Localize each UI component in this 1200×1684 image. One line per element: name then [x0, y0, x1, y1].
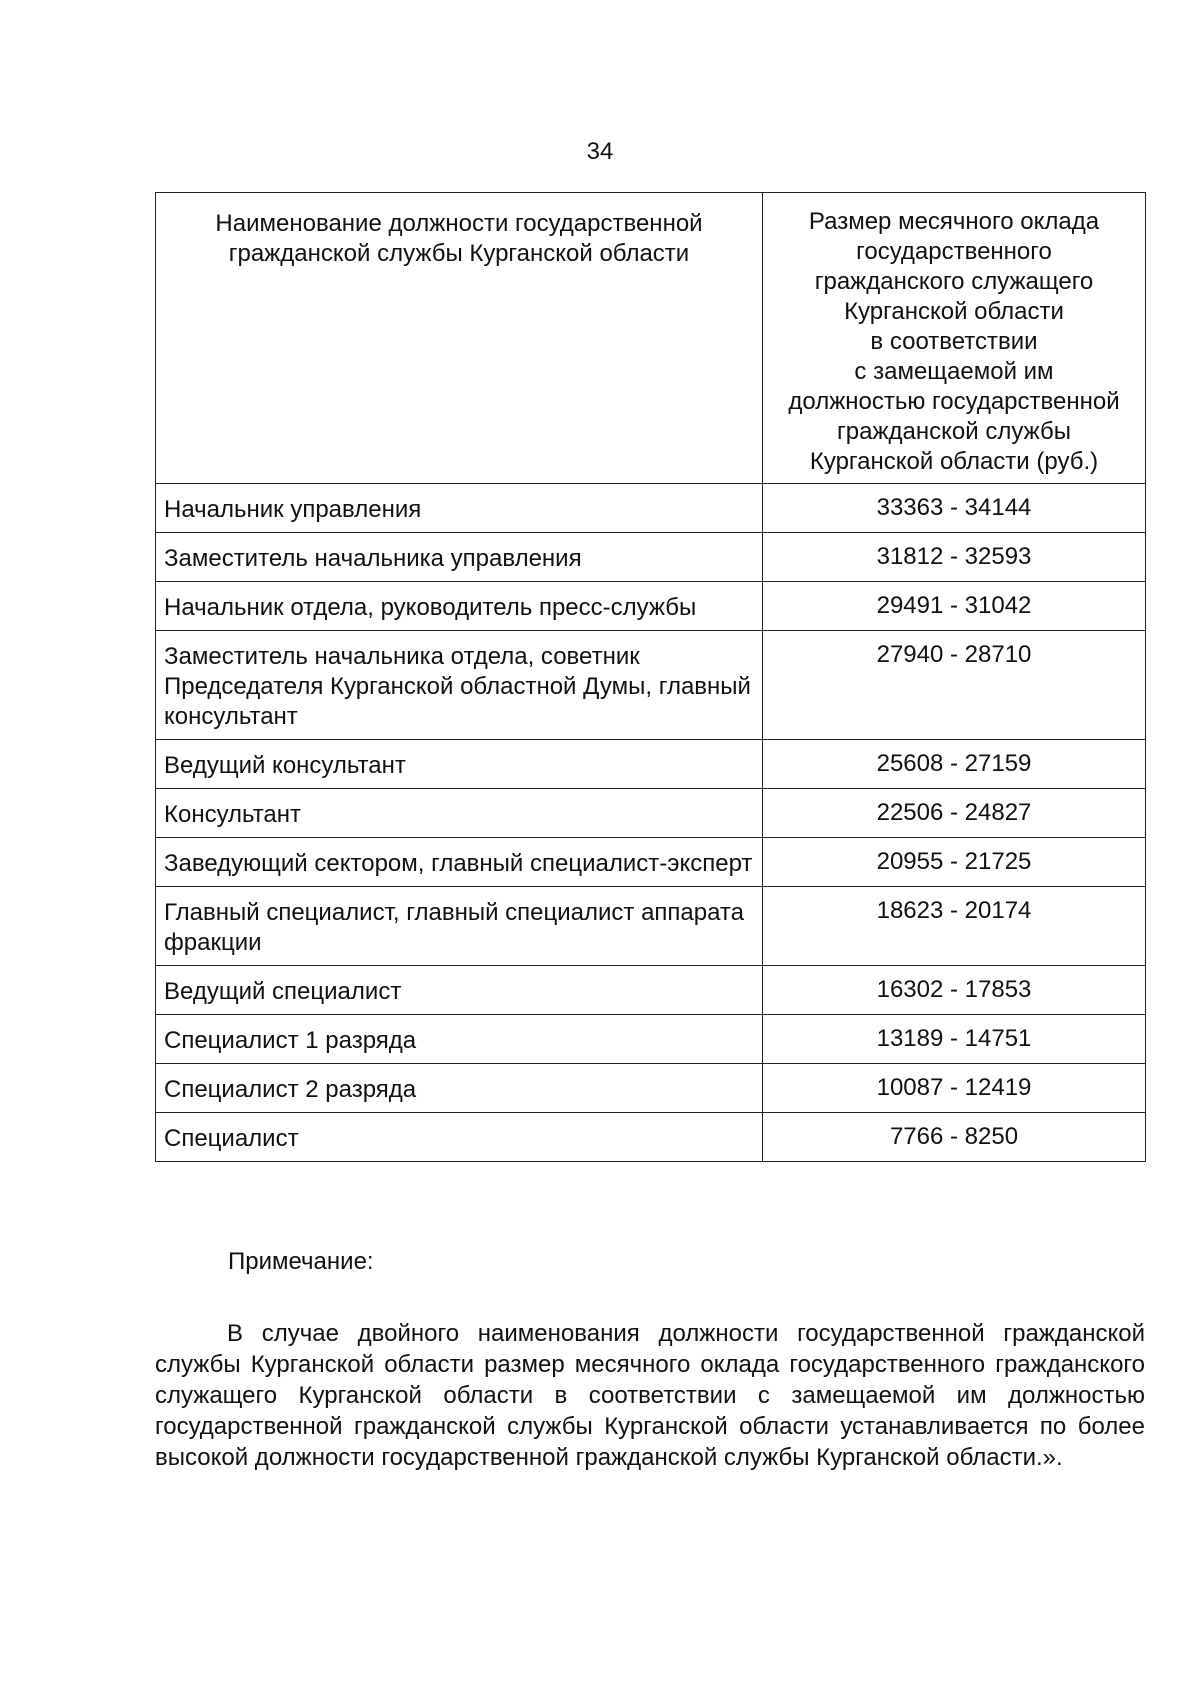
salary-cell: 13189 - 14751: [763, 1015, 1146, 1064]
salary-cell: 31812 - 32593: [763, 533, 1146, 582]
salary-header-line: Размер месячного оклада: [808, 208, 1100, 235]
position-column-header: Наименование должности государственной гражданской службы Курганской области: [156, 193, 763, 484]
table-row: [156, 789, 1146, 838]
salary-column-header: [763, 193, 1146, 484]
table-row: [156, 582, 1146, 631]
table-row: [156, 484, 1146, 533]
position-cell: Специалист 1 разряда: [156, 1015, 763, 1064]
table-row: [156, 740, 1146, 789]
salary-header-line: должностью государственной: [788, 388, 1120, 415]
salary-cell: 27940 - 28710: [763, 631, 1146, 740]
position-cell: Специалист 2 разряда: [156, 1064, 763, 1113]
position-cell: Заместитель начальника управления: [156, 533, 763, 582]
table-row: [156, 966, 1146, 1015]
table-row: [156, 838, 1146, 887]
position-cell: Заведующий сектором, главный специалист-эксперт: [156, 838, 763, 887]
salary-table: [155, 192, 1146, 1162]
salary-cell: 25608 - 27159: [763, 740, 1146, 789]
salary-cell: 7766 - 8250: [763, 1113, 1146, 1162]
position-cell: Начальник управления: [156, 484, 763, 533]
position-cell: Ведущий консультант: [156, 740, 763, 789]
table-header-row: [156, 193, 1146, 484]
table-row: [156, 533, 1146, 582]
position-cell: Ведущий специалист: [156, 966, 763, 1015]
position-cell: Консультант: [156, 789, 763, 838]
page-number: 34: [586, 138, 614, 165]
salary-header-line: с замещаемой им: [854, 358, 1054, 385]
salary-cell: 10087 - 12419: [763, 1064, 1146, 1113]
note-title: Примечание:: [228, 1248, 374, 1275]
position-cell: Начальник отдела, руководитель пресс-службы: [156, 582, 763, 631]
salary-header-line: гражданского служащего: [814, 268, 1094, 295]
position-cell: Заместитель начальника отдела, советник Председателя Курганской областной Думы, главный консультант: [156, 631, 763, 740]
salary-cell: 33363 - 34144: [763, 484, 1146, 533]
table-row: [156, 887, 1146, 966]
salary-cell: 22506 - 24827: [763, 789, 1146, 838]
salary-header-line: Курганской области (руб.): [809, 448, 1099, 475]
table-row: [156, 1015, 1146, 1064]
position-cell: Главный специалист, главный специалист аппарата фракции: [156, 887, 763, 966]
salary-cell: 18623 - 20174: [763, 887, 1146, 966]
note-text: В случае двойного наименования должности государственной гражданской службы Курганской области размер месячного оклада государственного гражданского служащего Курганской области в соответствии с замещаемой им должностью государственной гражданской службы Курганской области устанавливается по более высокой должности государственной гражданской службы Курганской области.».: [155, 1320, 1145, 1471]
salary-cell: 16302 - 17853: [763, 966, 1146, 1015]
salary-header-line: в соответствии: [870, 328, 1038, 355]
salary-cell: 20955 - 21725: [763, 838, 1146, 887]
table-row: [156, 1113, 1146, 1162]
table-row: [156, 1064, 1146, 1113]
table-row: [156, 631, 1146, 740]
salary-cell: 29491 - 31042: [763, 582, 1146, 631]
salary-header-line: Курганской области: [844, 298, 1064, 325]
salary-header-line: государственного: [856, 238, 1052, 265]
salary-header-line: гражданской службы: [837, 418, 1071, 445]
position-cell: Специалист: [156, 1113, 763, 1162]
